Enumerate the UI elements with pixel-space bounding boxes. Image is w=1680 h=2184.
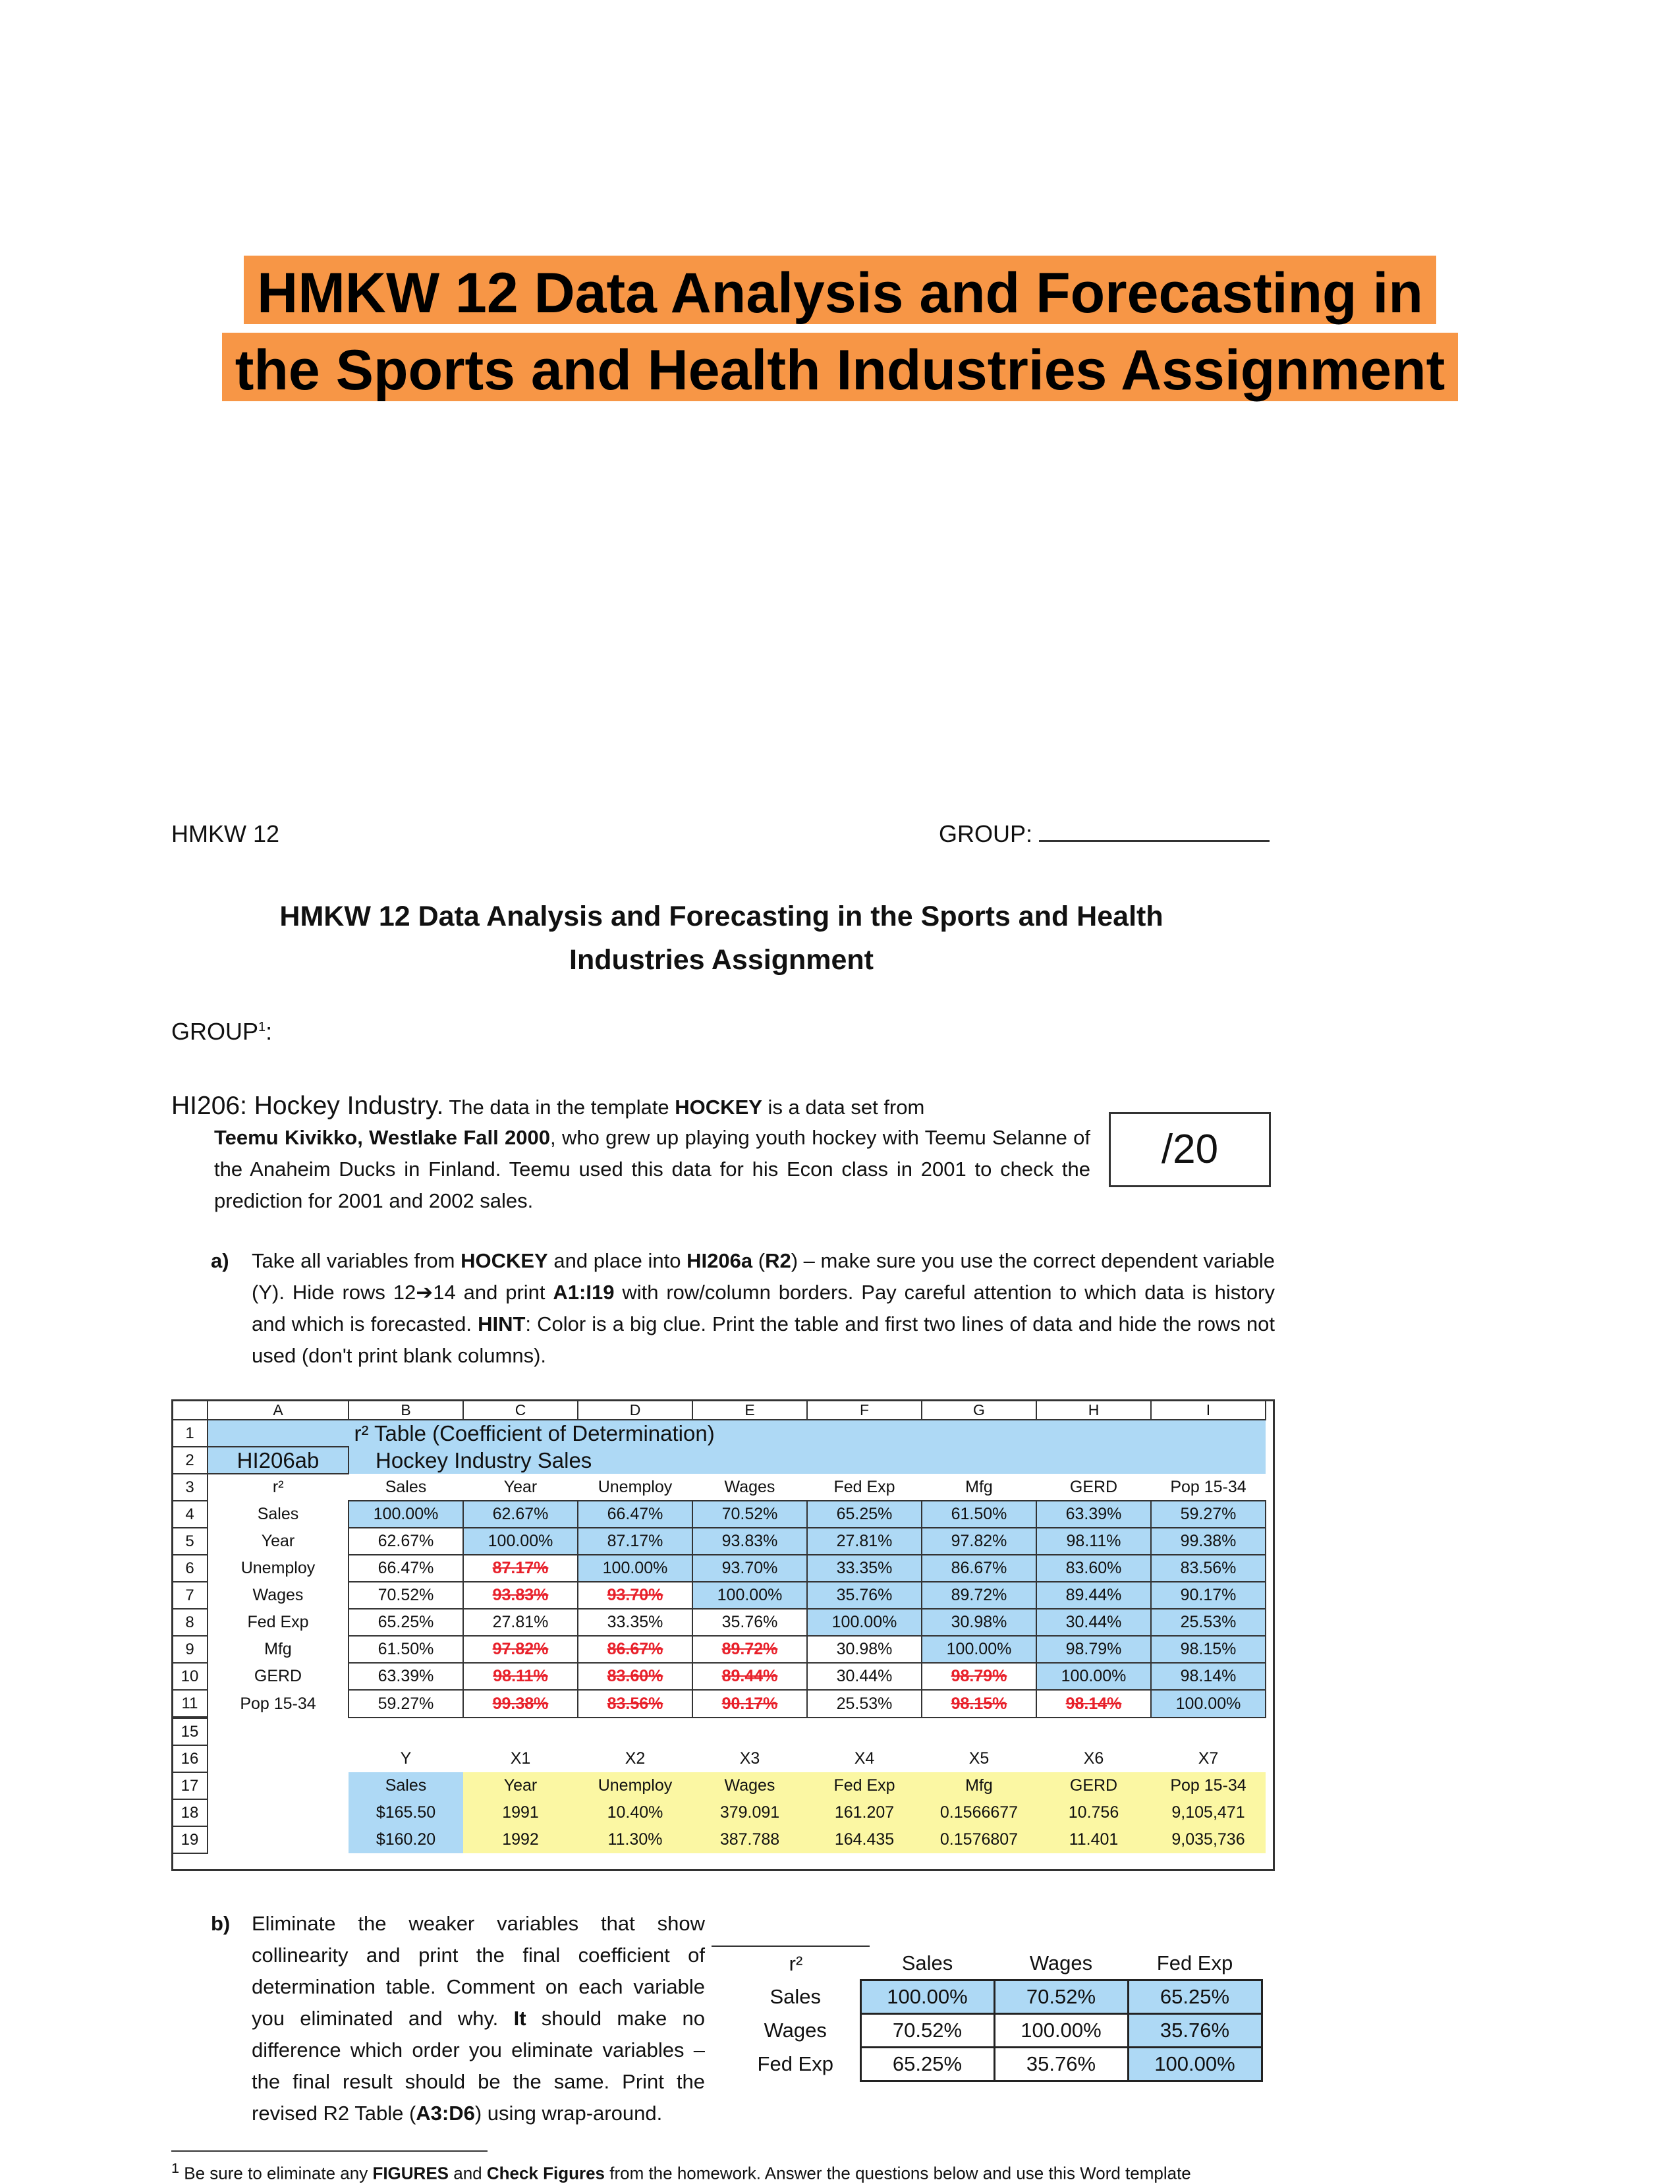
table-cell: 100.00% — [860, 1980, 994, 2014]
row-number: 6 — [172, 1555, 208, 1582]
table-cell: 90.17% — [692, 1690, 807, 1718]
table-cell: 62.67% — [463, 1501, 578, 1528]
r2-corner: r² — [789, 1951, 803, 1975]
row-label: Fed Exp — [247, 1613, 309, 1631]
table-cell: 35.76% — [807, 1582, 922, 1609]
table-cell: 65.25% — [807, 1501, 922, 1528]
var-code: Y — [400, 1749, 412, 1768]
table-cell: 98.11% — [1036, 1528, 1151, 1555]
column-label: GERD — [1069, 1477, 1118, 1496]
table-cell: 0.1576807 — [922, 1826, 1036, 1853]
table-cell: 33.35% — [807, 1555, 922, 1582]
header-group: GROUP: — [939, 820, 1270, 848]
table-cell: 25.53% — [1151, 1609, 1266, 1636]
table-cell: 65.25% — [349, 1609, 463, 1636]
table-cell: 93.83% — [463, 1582, 578, 1609]
corner-cell — [172, 1400, 208, 1420]
row-label: GERD — [254, 1667, 302, 1685]
table-row — [731, 1980, 1262, 2014]
row-label: Fed Exp — [757, 2052, 833, 2075]
table-cell: 100.00% — [1128, 2048, 1262, 2081]
table-row — [172, 1636, 1266, 1663]
table-cell: 83.56% — [1151, 1555, 1266, 1582]
row-label: Wages — [764, 2019, 827, 2042]
var-code: X3 — [739, 1749, 760, 1768]
table-cell: 100.00% — [994, 2014, 1128, 2048]
col-header: D — [578, 1400, 692, 1420]
table-cell: 1991 — [463, 1799, 578, 1826]
part-b-paragraph: b) Eliminate the weaker variables that show collinearity and print the final coefficient of determination table. Comment on each variable you eliminated and why. It should make no difference which order you eliminate variables – the final result should be the same. Print the revised R2 Table (A3:D6) using wrap-around. — [211, 1912, 705, 2125]
table-cell: 379.091 — [692, 1799, 807, 1826]
row-number: 18 — [172, 1799, 208, 1826]
row-number: 5 — [172, 1528, 208, 1555]
table-cell: 100.00% — [1151, 1690, 1266, 1718]
table-cell: 93.70% — [692, 1555, 807, 1582]
r2-label: r² — [272, 1478, 284, 1497]
row-number: 1 — [172, 1420, 208, 1447]
var-code: X4 — [854, 1749, 875, 1768]
table-cell: 35.76% — [1128, 2014, 1262, 2048]
table-cell: 66.47% — [349, 1555, 463, 1582]
table-cell: 30.44% — [807, 1663, 922, 1690]
var-name: GERD — [1036, 1772, 1151, 1799]
row-number: 19 — [172, 1826, 208, 1853]
table-cell: 164.435 — [807, 1826, 922, 1853]
var-name: Year — [463, 1772, 578, 1799]
var-name: Fed Exp — [807, 1772, 922, 1799]
table-cell: 10.40% — [578, 1799, 692, 1826]
table-cell: 100.00% — [578, 1555, 692, 1582]
table-cell: $160.20 — [349, 1826, 463, 1853]
table-row — [172, 1447, 1266, 1474]
row-number: 2 — [172, 1447, 208, 1474]
col-header: A — [208, 1400, 349, 1420]
table-row — [172, 1528, 1266, 1555]
table-cell: 100.00% — [692, 1582, 807, 1609]
row-number: 9 — [172, 1636, 208, 1663]
var-name: Unemploy — [578, 1772, 692, 1799]
table-cell: 100.00% — [922, 1636, 1036, 1663]
table-cell: 93.70% — [578, 1582, 692, 1609]
var-name: Sales — [349, 1772, 463, 1799]
footnote: $^1$ Be sure to eliminate any FIGURES and Check Figures from the homework. Answer the questions below and use this Word template — [171, 2160, 1191, 2183]
col-header: C — [463, 1400, 578, 1420]
var-code: X7 — [1198, 1749, 1219, 1768]
table-cell: 11.401 — [1036, 1826, 1151, 1853]
row-number: 3 — [172, 1474, 208, 1501]
table-cell: 65.25% — [860, 2048, 994, 2081]
table-cell: 9,105,471 — [1151, 1799, 1266, 1826]
table-cell: 62.67% — [349, 1528, 463, 1555]
table-row — [172, 1609, 1266, 1636]
table-cell: 93.83% — [692, 1528, 807, 1555]
row-label: Year — [261, 1532, 295, 1550]
doc-title: HMKW 12 Data Analysis and Forecasting in the Sports and Health Industries Assignment — [279, 901, 1163, 976]
row-number: 11 — [172, 1690, 208, 1718]
col-header: I — [1151, 1400, 1266, 1420]
table-cell: 30.98% — [922, 1609, 1036, 1636]
table-cell: 61.50% — [349, 1636, 463, 1663]
group-label: GROUP$^1$: — [171, 1018, 273, 1045]
table-cell: 9,035,736 — [1151, 1826, 1266, 1853]
table-cell: 63.39% — [1036, 1501, 1151, 1528]
table-cell: 98.79% — [1036, 1636, 1151, 1663]
row-label: Unemploy — [240, 1559, 316, 1577]
table-cell: 65.25% — [1128, 1980, 1262, 2014]
table-cell: 33.35% — [578, 1609, 692, 1636]
table-cell: 35.76% — [994, 2048, 1128, 2081]
var-code: X1 — [510, 1749, 531, 1768]
group-blank-line — [1039, 820, 1270, 842]
table-title: r² Table (Coefficient of Determination) — [349, 1420, 1266, 1447]
table-cell: 83.56% — [578, 1690, 692, 1718]
column-header-row — [172, 1400, 1266, 1420]
row-label: Sales — [770, 1985, 822, 2008]
column-label: Wages — [1029, 1951, 1093, 1974]
table-cell: 98.15% — [1151, 1636, 1266, 1663]
table-cell: 86.67% — [578, 1636, 692, 1663]
hi206-paragraph: HI206: Hockey Industry. The data in the template HOCKEY is a data set from — [171, 1092, 925, 1120]
table-cell: 100.00% — [463, 1528, 578, 1555]
table-cell: 66.47% — [578, 1501, 692, 1528]
var-code: X5 — [968, 1749, 990, 1768]
table-cell: 70.52% — [994, 1980, 1128, 2014]
table-cell: 83.60% — [1036, 1555, 1151, 1582]
table-row — [172, 1663, 1266, 1690]
table-cell: 89.44% — [1036, 1582, 1151, 1609]
var-code: X2 — [625, 1749, 646, 1768]
r2-spreadsheet — [171, 1399, 1266, 1854]
table-row — [172, 1745, 1266, 1772]
banner-line-2: the Sports and Health Industries Assignment — [0, 333, 1680, 401]
table-row — [731, 2048, 1262, 2081]
var-name: Pop 15-34 — [1151, 1772, 1266, 1799]
column-label: Unemploy — [598, 1477, 673, 1496]
row-label: Pop 15-34 — [240, 1694, 316, 1713]
table-row — [172, 1501, 1266, 1528]
col-header: E — [692, 1400, 807, 1420]
table-cell: 100.00% — [807, 1609, 922, 1636]
table-cell: 0.1566677 — [922, 1799, 1036, 1826]
table-row — [172, 1826, 1266, 1853]
row-number: 17 — [172, 1772, 208, 1799]
hi206-continuation: Teemu Kivikko, Westlake Fall 2000, who grew up playing youth hockey with Teemu Selanne of the Anaheim Ducks in Finland. Teemu used this data for his Econ class in 2001 to check the prediction for 2001 and 2002 sales. — [214, 1126, 1091, 1212]
row-label: Sales — [257, 1505, 299, 1523]
table-row — [172, 1474, 1266, 1501]
table-row — [172, 1690, 1266, 1718]
table-cell: 59.27% — [1151, 1501, 1266, 1528]
column-label: Mfg — [965, 1477, 993, 1496]
table-cell: 61.50% — [922, 1501, 1036, 1528]
table-row — [172, 1718, 1266, 1745]
part-a-paragraph: a) Take all variables from HOCKEY and place into HI206a (R2) – make sure you use the correct dependent variable (Y). Hide rows 12➔14 and print A1:I19 with row/column borders. Pay careful attention to which data is history and which is forecasted. HINT: Color is a big clue. Print the table and first two lines of data and hide the rows not used (don't print blank columns). — [211, 1249, 1275, 1367]
table-row — [172, 1582, 1266, 1609]
table-cell: 387.788 — [692, 1826, 807, 1853]
table-cell: 100.00% — [349, 1501, 463, 1528]
table-cell: 63.39% — [349, 1663, 463, 1690]
table-cell: 98.14% — [1036, 1690, 1151, 1718]
row-number: 15 — [172, 1718, 208, 1745]
table-cell: 89.44% — [692, 1663, 807, 1690]
header-left: HMKW 12 — [171, 820, 280, 847]
table-cell: 98.15% — [922, 1690, 1036, 1718]
column-label: Year — [503, 1477, 538, 1496]
table-cell: 83.60% — [578, 1663, 692, 1690]
table-cell: 161.207 — [807, 1799, 922, 1826]
table-cell: 100.00% — [1036, 1663, 1151, 1690]
table-cell: 99.38% — [463, 1690, 578, 1718]
row-number: 4 — [172, 1501, 208, 1528]
table-cell: 10.756 — [1036, 1799, 1151, 1826]
column-label: Fed Exp — [1156, 1951, 1233, 1974]
score-box: /20 — [1109, 1112, 1271, 1187]
table-cell: $165.50 — [349, 1799, 463, 1826]
table-row — [172, 1420, 1266, 1447]
table-cell: 87.17% — [578, 1528, 692, 1555]
table-cell: 25.53% — [807, 1690, 922, 1718]
table-cell: 70.52% — [692, 1501, 807, 1528]
table-cell: 27.81% — [807, 1528, 922, 1555]
row-number: 8 — [172, 1609, 208, 1636]
table-cell: 11.30% — [578, 1826, 692, 1853]
banner-line-1: HMKW 12 Data Analysis and Forecasting in — [0, 256, 1680, 324]
r2-top-line — [712, 1946, 870, 1947]
row-number: 16 — [172, 1745, 208, 1772]
table-cell: 98.79% — [922, 1663, 1036, 1690]
col-header: H — [1036, 1400, 1151, 1420]
table-cell: 86.67% — [922, 1555, 1036, 1582]
column-label: Sales — [385, 1477, 427, 1496]
row-label: Wages — [252, 1586, 304, 1604]
col-header: G — [922, 1400, 1036, 1420]
column-label: Fed Exp — [833, 1477, 895, 1496]
table-row — [172, 1555, 1266, 1582]
row-number: 7 — [172, 1582, 208, 1609]
table-cell: 70.52% — [349, 1582, 463, 1609]
table-cell: 98.11% — [463, 1663, 578, 1690]
row-label: Mfg — [264, 1640, 292, 1658]
cell-a2: HI206ab — [208, 1447, 349, 1474]
table-row — [731, 2014, 1262, 2048]
table-cell: 90.17% — [1151, 1582, 1266, 1609]
table-cell: 89.72% — [922, 1582, 1036, 1609]
var-name: Wages — [692, 1772, 807, 1799]
table-cell: 27.81% — [463, 1609, 578, 1636]
var-code: X6 — [1083, 1749, 1104, 1768]
table-cell: 35.76% — [692, 1609, 807, 1636]
table-cell: 59.27% — [349, 1690, 463, 1718]
row-number: 10 — [172, 1663, 208, 1690]
table-cell: 99.38% — [1151, 1528, 1266, 1555]
table-row — [731, 1947, 1262, 1980]
table-cell: 30.44% — [1036, 1609, 1151, 1636]
table-subtitle: Hockey Industry Sales — [349, 1447, 1266, 1474]
table-cell: 97.82% — [463, 1636, 578, 1663]
table-cell: 87.17% — [463, 1555, 578, 1582]
col-header: B — [349, 1400, 463, 1420]
table-cell: 98.14% — [1151, 1663, 1266, 1690]
revised-r2-table — [731, 1947, 1263, 2082]
table-cell: 1992 — [463, 1826, 578, 1853]
table-cell: 30.98% — [807, 1636, 922, 1663]
table-cell: 89.72% — [692, 1636, 807, 1663]
column-label: Sales — [901, 1951, 953, 1974]
col-header: F — [807, 1400, 922, 1420]
column-label: Pop 15-34 — [1170, 1477, 1246, 1496]
table-cell: 70.52% — [860, 2014, 994, 2048]
column-label: Wages — [724, 1477, 775, 1496]
footnote-rule — [171, 2150, 488, 2152]
table-row — [172, 1799, 1266, 1826]
table-cell: 97.82% — [922, 1528, 1036, 1555]
table-row — [172, 1772, 1266, 1799]
var-name: Mfg — [922, 1772, 1036, 1799]
